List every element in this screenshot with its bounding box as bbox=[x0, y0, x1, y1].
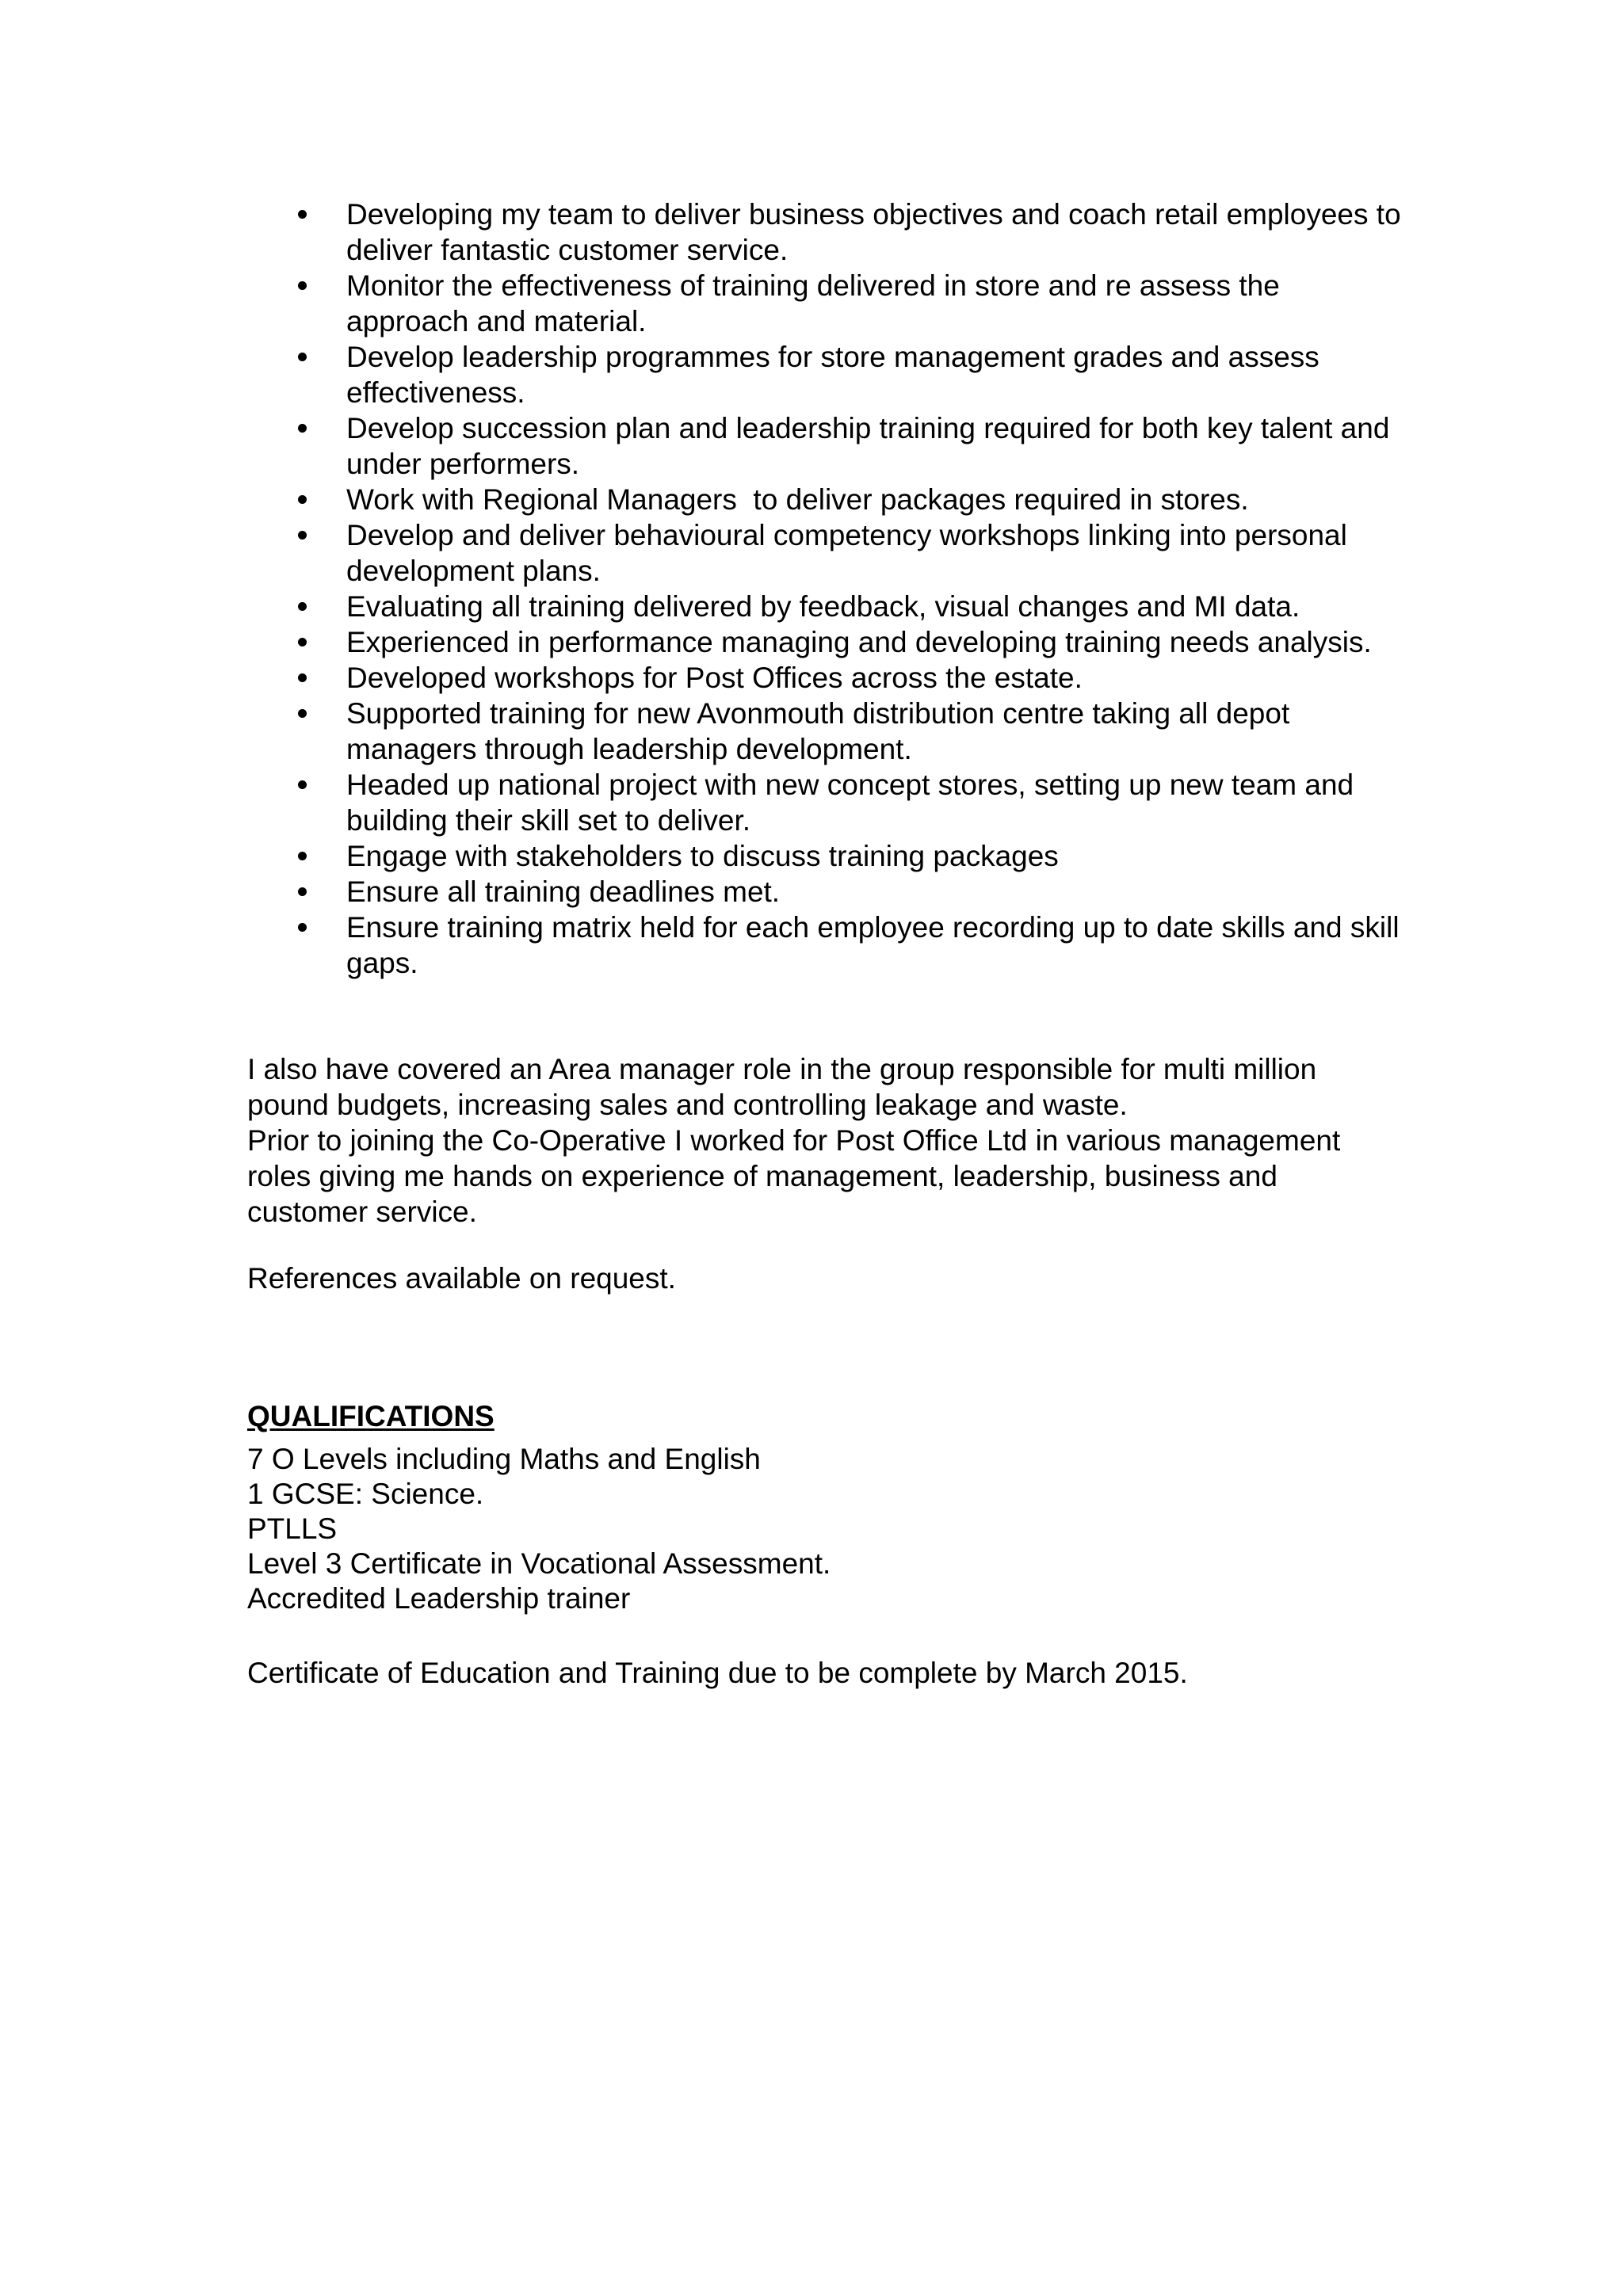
bullet-icon bbox=[298, 495, 307, 504]
list-item-text: Ensure training matrix held for each employee recording up to date skills and skill gaps. bbox=[346, 911, 1400, 979]
list-item-text: Evaluating all training delivered by feedback, visual changes and MI data. bbox=[346, 590, 1300, 623]
list-item bbox=[247, 838, 1404, 874]
bullet-icon bbox=[298, 887, 307, 896]
list-item-text: Monitor the effectiveness of training delivered in store and re assess the approach and material. bbox=[346, 269, 1280, 338]
bullet-icon bbox=[298, 210, 307, 219]
list-item bbox=[247, 339, 1404, 410]
certificate-note: Certificate of Education and Training due to be complete by March 2015. bbox=[247, 1657, 1188, 1689]
references-paragraph: References available on request. bbox=[247, 1262, 676, 1295]
responsibilities-list bbox=[247, 196, 1404, 981]
list-item bbox=[247, 767, 1404, 838]
bullet-icon bbox=[298, 923, 307, 932]
bullet-icon bbox=[298, 638, 307, 646]
qualification-item: Accredited Leadership trainer bbox=[247, 1582, 631, 1615]
qualification-item: 1 GCSE: Science. bbox=[247, 1478, 484, 1510]
list-item-text: Develop and deliver behavioural competency workshops linking into personal development plans. bbox=[346, 519, 1347, 587]
bullet-icon bbox=[298, 852, 307, 860]
list-item bbox=[247, 196, 1404, 268]
qualifications-heading: QUALIFICATIONS bbox=[247, 1400, 495, 1432]
list-item bbox=[247, 482, 1404, 517]
bullet-icon bbox=[298, 353, 307, 361]
bullet-icon bbox=[298, 602, 307, 611]
list-item-text: Work with Regional Managers to deliver packages required in stores. bbox=[346, 483, 1249, 516]
list-item-text: Develop succession plan and leadership training required for both key talent and under performers. bbox=[346, 412, 1390, 480]
list-item bbox=[247, 874, 1404, 910]
qualifications-list bbox=[247, 1442, 831, 1616]
list-item bbox=[247, 589, 1404, 624]
list-item bbox=[247, 410, 1404, 482]
list-item-text: Supported training for new Avonmouth distribution centre taking all depot managers through leadership development. bbox=[346, 697, 1290, 765]
list-item bbox=[247, 696, 1404, 767]
list-item bbox=[247, 517, 1404, 589]
list-item-text: Developed workshops for Post Offices across the estate. bbox=[346, 662, 1083, 694]
list-item bbox=[247, 268, 1404, 339]
bullet-icon bbox=[298, 780, 307, 789]
bullet-icon bbox=[298, 531, 307, 540]
qualification-item: PTLLS bbox=[247, 1512, 338, 1545]
bullet-icon bbox=[298, 424, 307, 433]
list-item bbox=[247, 910, 1404, 981]
bullet-icon bbox=[298, 673, 307, 682]
list-item bbox=[247, 660, 1404, 696]
list-item-text: Experienced in performance managing and developing training needs analysis. bbox=[346, 626, 1372, 658]
list-item bbox=[247, 624, 1404, 660]
qualification-item: 7 O Levels including Maths and English bbox=[247, 1443, 761, 1475]
list-item-text: Developing my team to deliver business objectives and coach retail employees to deliver fantastic customer service. bbox=[346, 198, 1401, 266]
list-item-text: Engage with stakeholders to discuss training packages bbox=[346, 840, 1059, 872]
list-item-text: Develop leadership programmes for store management grades and assess effectiveness. bbox=[346, 341, 1319, 409]
list-item-text: Headed up national project with new concept stores, setting up new team and building their skill set to deliver. bbox=[346, 769, 1354, 837]
area-manager-paragraph: I also have covered an Area manager role in the group responsible for multi million pound budgets, increasing sales and controlling leakage and waste. bbox=[247, 1053, 1317, 1121]
qualification-item: Level 3 Certificate in Vocational Assessment. bbox=[247, 1547, 831, 1580]
bullet-icon bbox=[298, 281, 307, 290]
prior-role-paragraph: Prior to joining the Co-Operative I worked for Post Office Ltd in various management roles giving me hands on experience of management, leadership, business and customer service. bbox=[247, 1124, 1341, 1228]
list-item-text: Ensure all training deadlines met. bbox=[346, 875, 781, 908]
bullet-icon bbox=[298, 709, 307, 718]
